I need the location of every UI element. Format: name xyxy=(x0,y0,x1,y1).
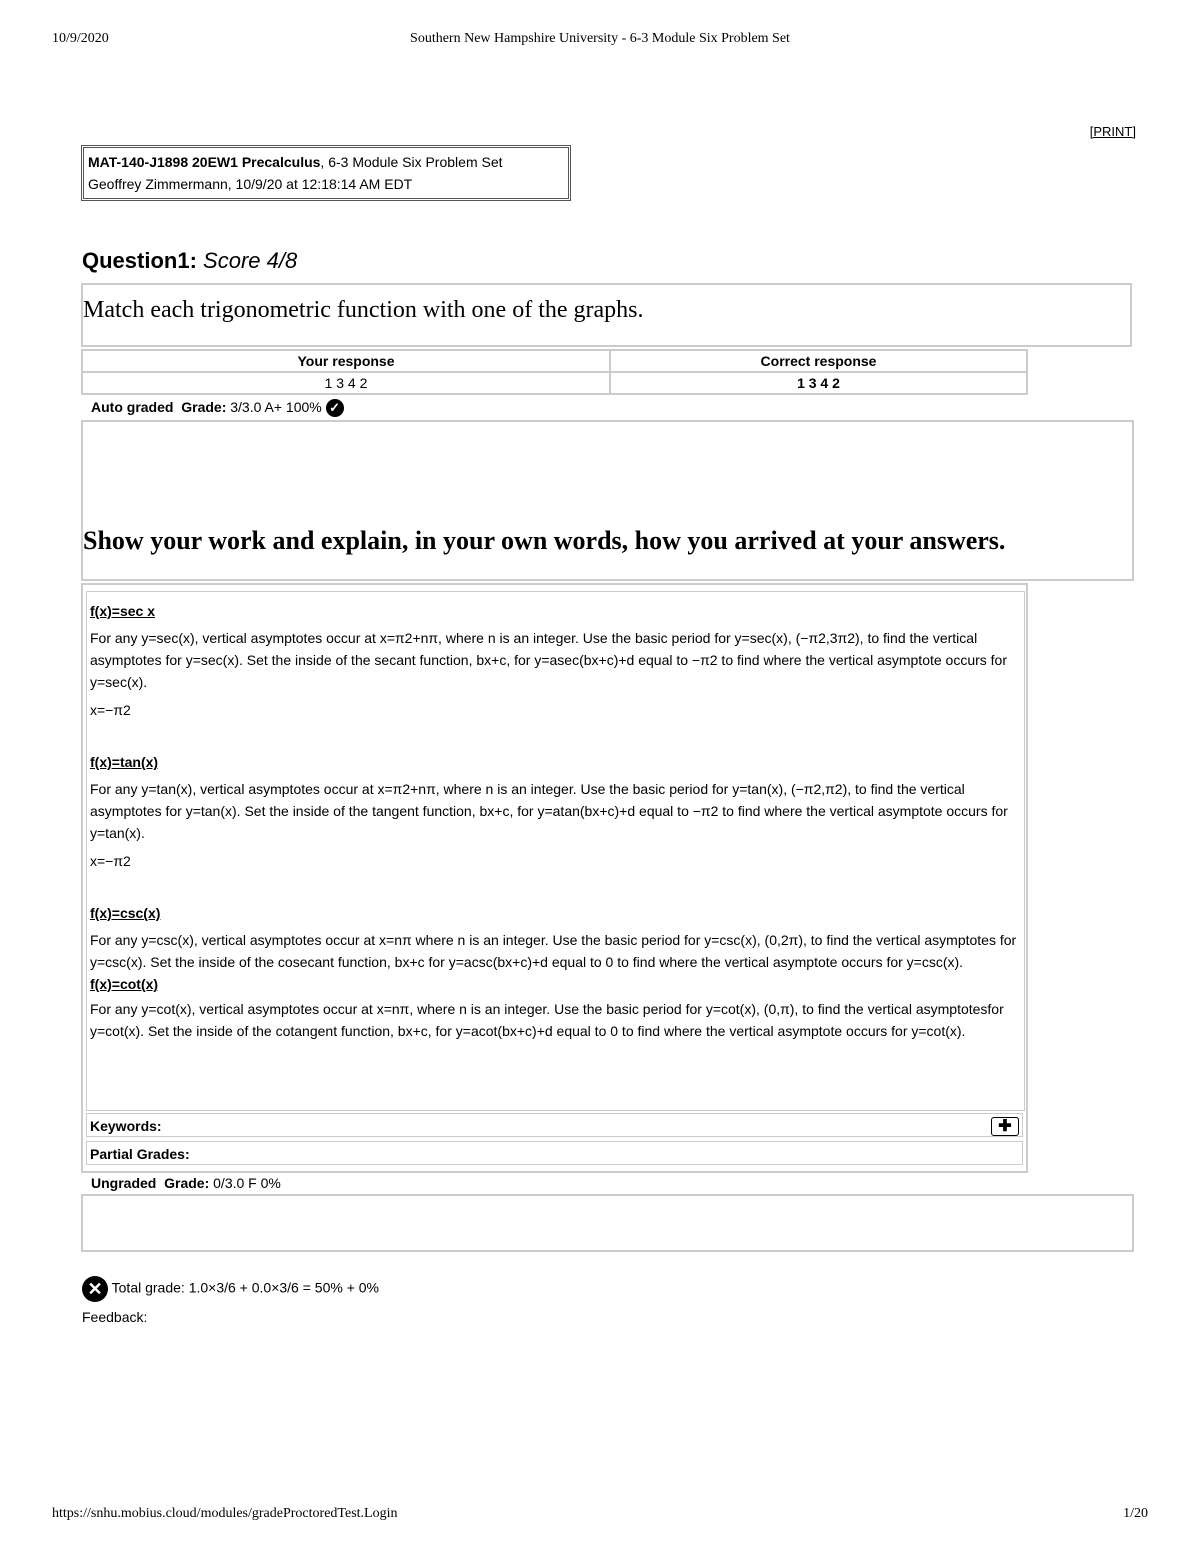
question-prompt-box xyxy=(81,283,1132,347)
response-table xyxy=(81,349,1028,395)
ungraded-answer-box xyxy=(81,1194,1134,1252)
ungraded-line xyxy=(91,1175,281,1191)
total-grade: Total grade: 1.0×3/6 + 0.0×3/6 = 50% + 0% xyxy=(111,1279,380,1296)
print-link[interactable]: [PRINT] xyxy=(1089,124,1136,139)
auto-graded-label: Auto graded xyxy=(91,399,174,415)
keywords-label: Keywords: xyxy=(90,1118,162,1134)
question-label: Question1: xyxy=(82,248,197,273)
footer-page: 1/20 xyxy=(1123,1506,1148,1521)
auto-grade-line xyxy=(91,399,344,417)
print-title: Southern New Hampshire University - 6-3 Module Six Problem Set xyxy=(410,31,790,46)
correct-response-header: Correct response xyxy=(610,350,1027,372)
answer-text-area xyxy=(86,591,1025,1111)
your-response-header: Your response xyxy=(82,350,610,372)
expand-plus-icon[interactable]: ✚ xyxy=(991,1117,1019,1136)
total-grade-line xyxy=(82,1276,379,1302)
correct-response-value: 1 3 4 2 xyxy=(610,372,1027,394)
answer-extra-tan: x=−π2 xyxy=(90,853,131,869)
answer-heading-csc: f(x)=csc(x) xyxy=(90,905,161,921)
student-line: Geoffrey Zimmermann, 10/9/20 at 12:18:14 AM EDT xyxy=(88,176,413,192)
answer-heading-sec: f(x)=sec x xyxy=(90,603,155,619)
partial-grades-row xyxy=(86,1141,1023,1165)
ungraded-grade-label: Grade: xyxy=(164,1175,210,1191)
question-title xyxy=(82,248,297,274)
grade-value: 3/3.0 A+ 100% xyxy=(230,399,322,415)
answer-extra-sec: x=−π2 xyxy=(90,702,131,718)
x-circle-icon: ✕ xyxy=(82,1276,108,1302)
print-date: 10/9/2020 xyxy=(52,31,109,46)
footer-url: https://snhu.mobius.cloud/modules/gradeProctoredTest.Login xyxy=(52,1506,398,1521)
answer-heading-cot: f(x)=cot(x) xyxy=(90,976,159,992)
answer-body-tan: For any y=tan(x), vertical asymptotes occur at x=π2+nπ, where n is an integer. Use the basic period for y=tan(x), (−π2,π2), to find the vertical asymptotes for y=tan(x). Set the inside of the tangent function, bx+c, for y=atan(bx+c)+d equal to −π2 to find where the vertical asymptote occurs for y=tan(x). xyxy=(90,781,1008,841)
answer-body-cot: For any y=cot(x), vertical asymptotes occur at x=nπ, where n is an integer. Use the basic period for y=cot(x), (0,π), to find the vertical asymptotesfor y=cot(x). Set the inside of the cotangent function, bx+c, for y=acot(bx+c)+d equal to 0 to find where the vertical asymptote occurs for y=cot(x). xyxy=(90,1001,1004,1039)
assignment-name: , 6-3 Module Six Problem Set xyxy=(320,154,503,170)
answer-body-sec: For any y=sec(x), vertical asymptotes occur at x=π2+nπ, where n is an integer. Use the basic period for y=sec(x), (−π2,3π2), to find the vertical asymptotes for y=sec(x). Set the inside of the secant function, bx+c, for y=asec(bx+c)+d equal to −π2 to find where the vertical asymptote occurs for y=sec(x). xyxy=(90,630,1008,690)
work-prompt: Show your work and explain, in your own words, how you arrived at your answers. xyxy=(83,526,1006,555)
answer-panel xyxy=(81,583,1028,1173)
partial-grades-label: Partial Grades: xyxy=(90,1146,190,1162)
ungraded-label: Ungraded xyxy=(91,1175,157,1191)
your-response-value: 1 3 4 2 xyxy=(82,372,610,394)
answer-heading-tan: f(x)=tan(x) xyxy=(90,754,159,770)
question-score: Score 4/8 xyxy=(203,248,298,273)
work-prompt-box xyxy=(81,420,1134,581)
answer-body-csc: For any y=csc(x), vertical asymptotes occur at x=nπ where n is an integer. Use the basic period for y=csc(x), (0,2π), to find the vertical asymptotes for y=csc(x). Set the inside of the cosecant function, bx+c for y=acsc(bx+c)+d equal to 0 to find where the vertical asymptote occurs for y=csc(x). xyxy=(90,932,1017,970)
keywords-row xyxy=(86,1113,1023,1137)
ungraded-grade-value: 0/3.0 F 0% xyxy=(213,1175,281,1191)
question-prompt: Match each trigonometric function with one of the graphs. xyxy=(83,297,644,323)
feedback-label: Feedback: xyxy=(82,1309,148,1325)
course-info-box xyxy=(81,145,571,201)
course-code: MAT-140-J1898 20EW1 Precalculus xyxy=(88,154,321,170)
grade-label: Grade: xyxy=(181,399,227,415)
check-circle-icon: ✓ xyxy=(326,399,344,417)
